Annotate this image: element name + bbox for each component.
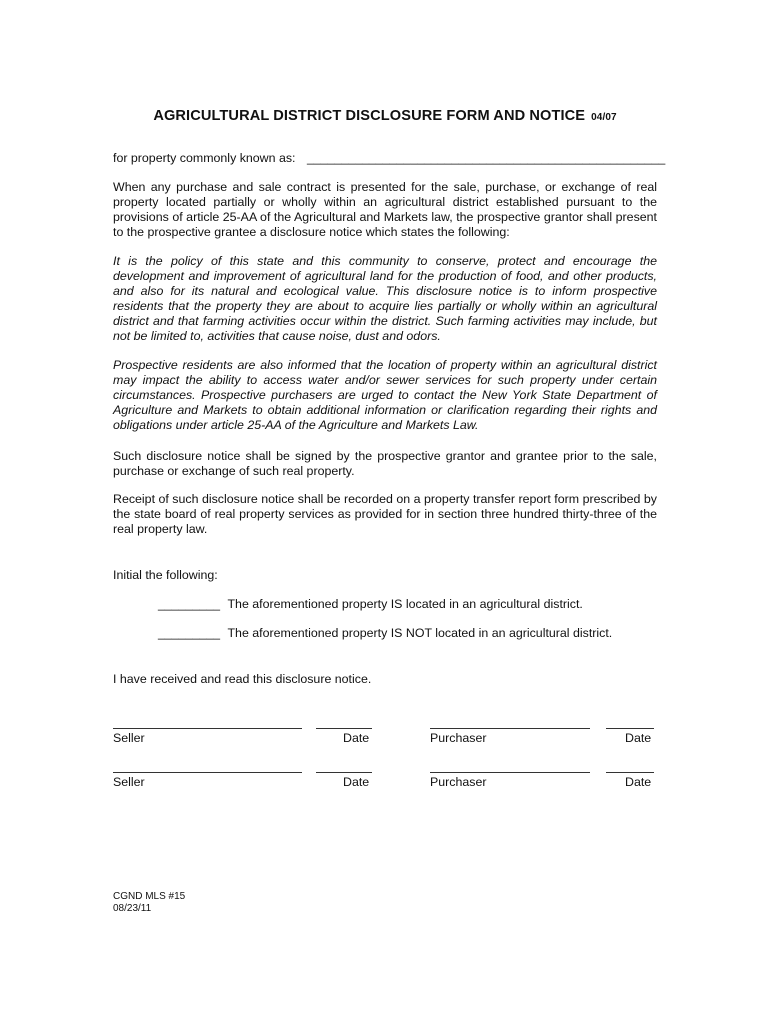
purchaser-date-line-1[interactable] xyxy=(606,728,654,729)
property-blank[interactable]: ____________________________________________________ xyxy=(306,151,666,165)
form-footer xyxy=(113,891,185,915)
seller-label-1: Seller xyxy=(113,731,145,745)
initial-blank-is-not[interactable]: _________ xyxy=(158,626,221,640)
option-is-not-row xyxy=(158,626,612,641)
residents-paragraph: Prospective residents are also informed that the location of property within an agricultural district may impact the ability to access water and/or sewer services for such property under certain circumstances. Prospective purchasers are urged to contact the New York State Department of Agriculture and Markets to obtain additional information or clarification regarding their rights and obligations under article 25-AA of the Agriculture and Markets Law. xyxy=(113,358,657,432)
seller-date-line-1[interactable] xyxy=(316,728,372,729)
form-title-block xyxy=(0,108,770,124)
option-is-text: The aforementioned property IS located in an agricultural district. xyxy=(227,597,583,611)
footer-code: CGND MLS #15 xyxy=(113,891,186,902)
seller-date-label-2: Date xyxy=(343,775,370,789)
form-version: 04/07 xyxy=(591,112,617,123)
seller-signature-line-1[interactable] xyxy=(113,728,302,729)
form-title: AGRICULTURAL DISTRICT DISCLOSURE FORM AND NOTICE xyxy=(153,108,586,124)
seller-date-line-2[interactable] xyxy=(316,772,372,773)
policy-paragraph: It is the policy of this state and this community to conserve, protect and encourage the development and improvement of agricultural land for the production of food, and other products, and also for its natural and ecological value. This disclosure notice is to inform prospective residents that the property they are about to acquire lies partially or wholly within an agricultural district and that farming activities occur within the district. Such farming activities may include, but not be limited to, activities that cause noise, dust and odors. xyxy=(113,254,657,343)
property-line xyxy=(113,151,665,166)
seller-date-label-1: Date xyxy=(343,731,370,745)
purchaser-label-2: Purchaser xyxy=(430,775,487,789)
option-is-row xyxy=(158,597,583,612)
received-statement: I have received and read this disclosure notice. xyxy=(113,672,372,686)
purchaser-date-label-1: Date xyxy=(625,731,652,745)
seller-label-2: Seller xyxy=(113,775,145,789)
footer-date: 08/23/11 xyxy=(113,903,152,914)
seller-signature-line-2[interactable] xyxy=(113,772,302,773)
purchaser-label-1: Purchaser xyxy=(430,731,487,745)
property-label: for property commonly known as: xyxy=(113,151,296,165)
receipt-paragraph: Receipt of such disclosure notice shall be recorded on a property transfer report form prescribed by the state board of real property services as provided for in section three hundred thirty-three of the real property law. xyxy=(113,492,657,536)
initial-prompt: Initial the following: xyxy=(113,568,218,582)
purchaser-signature-line-1[interactable] xyxy=(430,728,590,729)
purchaser-date-line-2[interactable] xyxy=(606,772,654,773)
purchaser-signature-line-2[interactable] xyxy=(430,772,590,773)
intro-paragraph: When any purchase and sale contract is presented for the sale, purchase, or exchange of real property located partially or wholly within an agricultural district established pursuant to the provisions of article 25-AA of the Agricultural and Markets law, the prospective grantor shall present to the prospective grantee a disclosure notice which states the following: xyxy=(113,180,657,239)
purchaser-date-label-2: Date xyxy=(625,775,652,789)
signing-paragraph: Such disclosure notice shall be signed by the prospective grantor and grantee prior to the sale, purchase or exchange of such real property. xyxy=(113,449,657,478)
initial-blank-is[interactable]: _________ xyxy=(158,597,221,611)
option-is-not-text: The aforementioned property IS NOT located in an agricultural district. xyxy=(227,626,613,640)
